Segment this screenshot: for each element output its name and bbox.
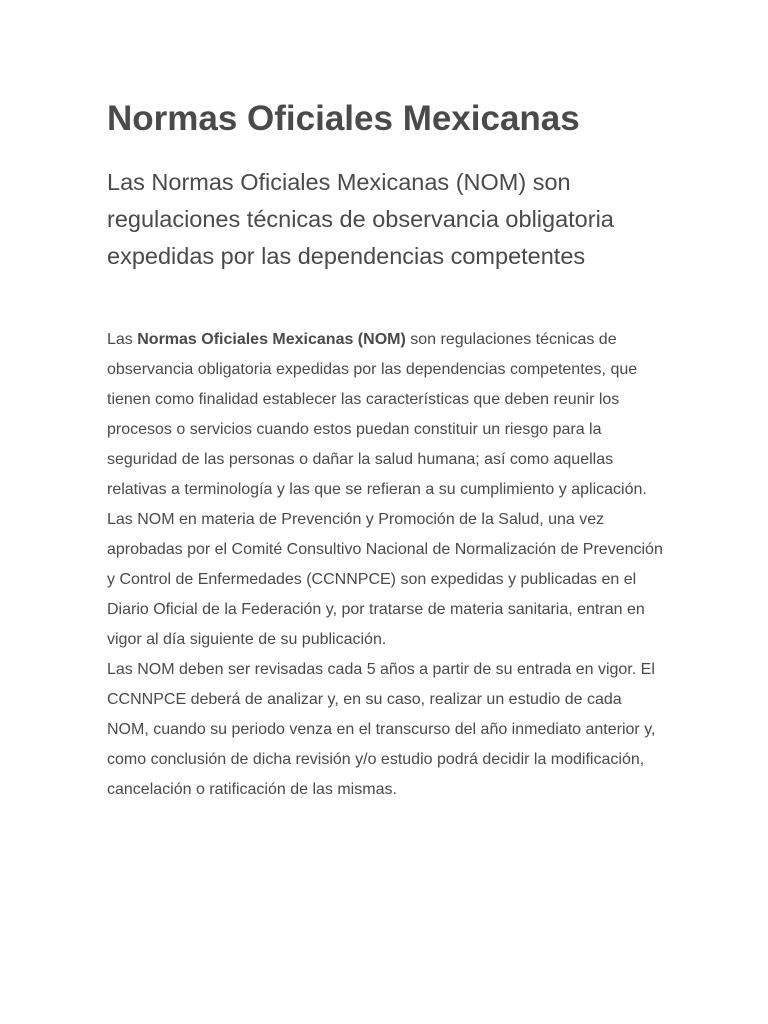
paragraph-1-bold-term: Normas Oficiales Mexicanas (NOM) bbox=[137, 331, 406, 348]
paragraph-3: Las NOM deben ser revisadas cada 5 años a partir de su entrada en vigor. El CCNNPCE deberá de analizar y, en su caso, realizar un estudio de cada NOM, cuando su periodo venza en el transcurso del año inmediato anterior y, como conclusión de dicha revisión y/o estudio podrá decidir la modificación, cancelación o ratificación de las mismas. bbox=[107, 661, 656, 798]
paragraph-1 bbox=[107, 325, 667, 505]
paragraph-1-rest: son regulaciones técnicas de observancia obligatoria expedidas por las dependencias competentes, que tienen como finalidad establecer las características que deben reunir los procesos o servicios cuando estos puedan constituir un riesgo para la seguridad de las personas o dañar la salud humana; así como aquellas relativas a terminología y las que se refieran a su cumplimiento y aplicación. bbox=[107, 331, 647, 498]
paragraph-1-lead: Las bbox=[107, 331, 138, 348]
page-subtitle: Las Normas Oficiales Mexicanas (NOM) son regulaciones técnicas de observancia obligatoria expedidas por las dependencias competentes bbox=[107, 169, 614, 269]
paragraph-2: Las NOM en materia de Prevención y Promoción de la Salud, una vez aprobadas por el Comité Consultivo Nacional de Normalización de Prevención y Control de Enfermedades (CCNNPCE) son expedidas y publicadas en el Diario Oficial de la Federación y, por tratarse de materia sanitaria, entran en vigor al día siguiente de su publicación. bbox=[107, 511, 663, 648]
page-title: Normas Oficiales Mexicanas bbox=[107, 99, 580, 138]
body-text bbox=[107, 325, 667, 805]
